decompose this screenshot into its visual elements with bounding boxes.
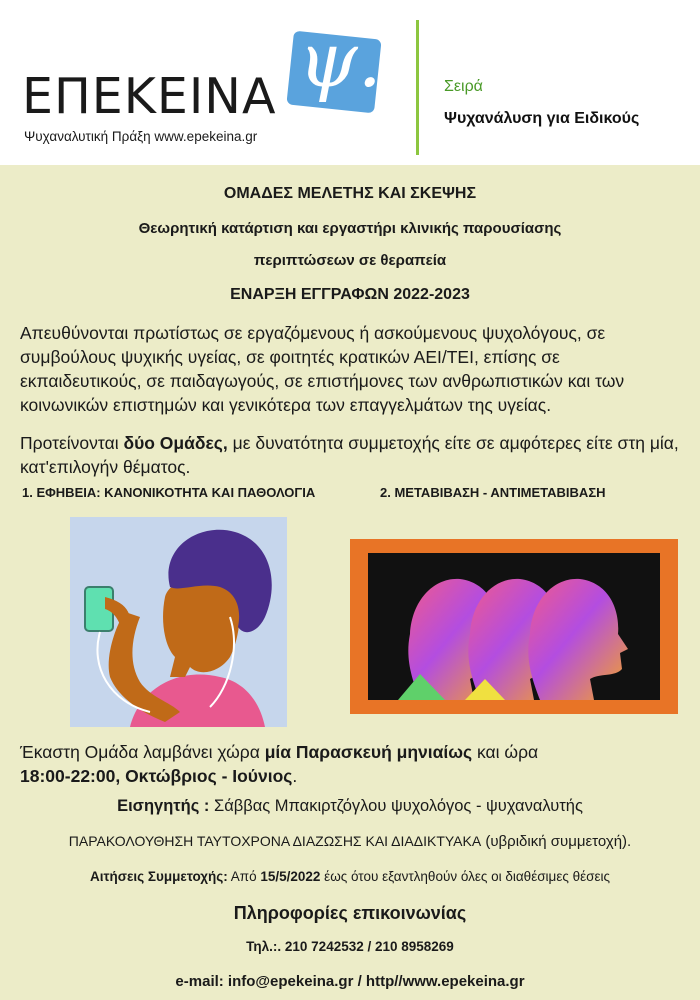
attendance-note: (υβριδική συμμετοχή). xyxy=(481,833,632,850)
adolescent-phone-illustration xyxy=(70,517,287,727)
contact-phone: Τηλ.:. 210 7242532 / 210 8958269 xyxy=(246,939,454,954)
transference-heads-illustration xyxy=(350,539,678,714)
logo-tagline: Ψυχαναλυτική Πράξη www.epekeina.gr xyxy=(24,129,258,144)
offer-prefix: Προτείνονται xyxy=(20,433,124,453)
series-label: Σειρά xyxy=(444,78,483,95)
content-panel xyxy=(0,165,700,1000)
schedule-end: . xyxy=(292,766,298,786)
header-divider xyxy=(416,20,419,155)
schedule-prefix: Έκαστη Ομάδα λαμβάνει χώρα xyxy=(20,742,265,762)
logo-wordmark: ΕΠΕΚΕΙΝΑ xyxy=(22,68,277,125)
applications-line xyxy=(0,869,700,884)
speaker-label: Εισηγητής : xyxy=(117,797,210,815)
schedule-time: 18:00-22:00, Οκτώβριος - Ιούνιος xyxy=(20,766,293,786)
applications-text-1: Από xyxy=(227,869,261,884)
psi-logo-icon: ψ. xyxy=(298,15,382,104)
contact-email-web[interactable]: e-mail: info@epekeina.gr / http//www.epekeina.gr xyxy=(175,973,525,990)
schedule-paragraph xyxy=(20,740,680,788)
group-1-label: 1. ΕΦΗΒΕΙΑ: ΚΑΝΟΝΙΚΟΤΗΤΑ ΚΑΙ ΠΑΘΟΛΟΓΙΑ xyxy=(22,485,316,500)
contact-title: Πληροφορίες επικοινωνίας xyxy=(233,903,467,923)
applications-text-2: έως ότου εξαντληθούν όλες οι διαθέσιμες θέσεις xyxy=(320,869,610,884)
applications-label: Αιτήσεις Συμμετοχής: xyxy=(90,869,228,884)
offer-highlight: δύο Ομάδες, xyxy=(123,433,228,453)
series-name: Ψυχανάλυση για Ειδικούς xyxy=(444,110,640,127)
registration-start: ΕΝΑΡΞΗ ΕΓΓΡΑΦΩΝ 2022-2023 xyxy=(230,286,470,303)
schedule-middle: και ώρα xyxy=(472,742,539,762)
subtitle-line-2: περιπτώσεων σε θεραπεία xyxy=(253,252,447,269)
title: ΟΜΑΔΕΣ ΜΕΛΕΤΗΣ ΚΑΙ ΣΚΕΨΗΣ xyxy=(223,185,477,202)
subtitle-line-1: Θεωρητική κατάρτιση και εργαστήρι κλινικής παρουσίασης xyxy=(138,220,562,237)
applications-date: 15/5/2022 xyxy=(260,869,321,884)
offer-paragraph xyxy=(20,431,680,479)
group-2-label: 2. ΜΕΤΑΒΙΒΑΣΗ - ΑΝΤΙΜΕΤΑΒΙΒΑΣΗ xyxy=(380,485,606,500)
header xyxy=(0,0,700,165)
speaker-line xyxy=(0,797,700,816)
attendance-caps: ΠΑΡΑΚΟΛΟΥΘΗΣΗ ΤΑΥΤΟΧΡΟΝΑ ΔΙΑΖΩΣΗΣ ΚΑΙ ΔΙΑΔΙΚΤΥΑΚΑ xyxy=(68,833,482,849)
attendance-line xyxy=(0,833,700,850)
audience-paragraph: Απευθύνονται πρωτίστως σε εργαζόμενους ή ασκούμενους ψυχολόγους, σε συμβούλους ψυχικής υγείας, σε φοιτητές κρατικών ΑΕΙ/ΤΕΙ, επίσης σε εκπαιδευτικούς, σε παιδαγωγούς, σε επιστήμονες των ανθρωπιστικών και των κοινωνικών επιστημών και γενικότερα των επαγγελμάτων της υγείας. xyxy=(20,323,625,415)
schedule-highlight: μία Παρασκευή μηνιαίως xyxy=(264,742,473,762)
offer-suffix: με δυνατότητα συμμετοχής είτε σε αμφότερες είτε στη μία, κατ'επιλογήν θέματος. xyxy=(20,433,679,477)
speaker-name: Σάββας Μπακιρτζόγλου ψυχολόγος - ψυχαναλυτής xyxy=(209,797,583,815)
